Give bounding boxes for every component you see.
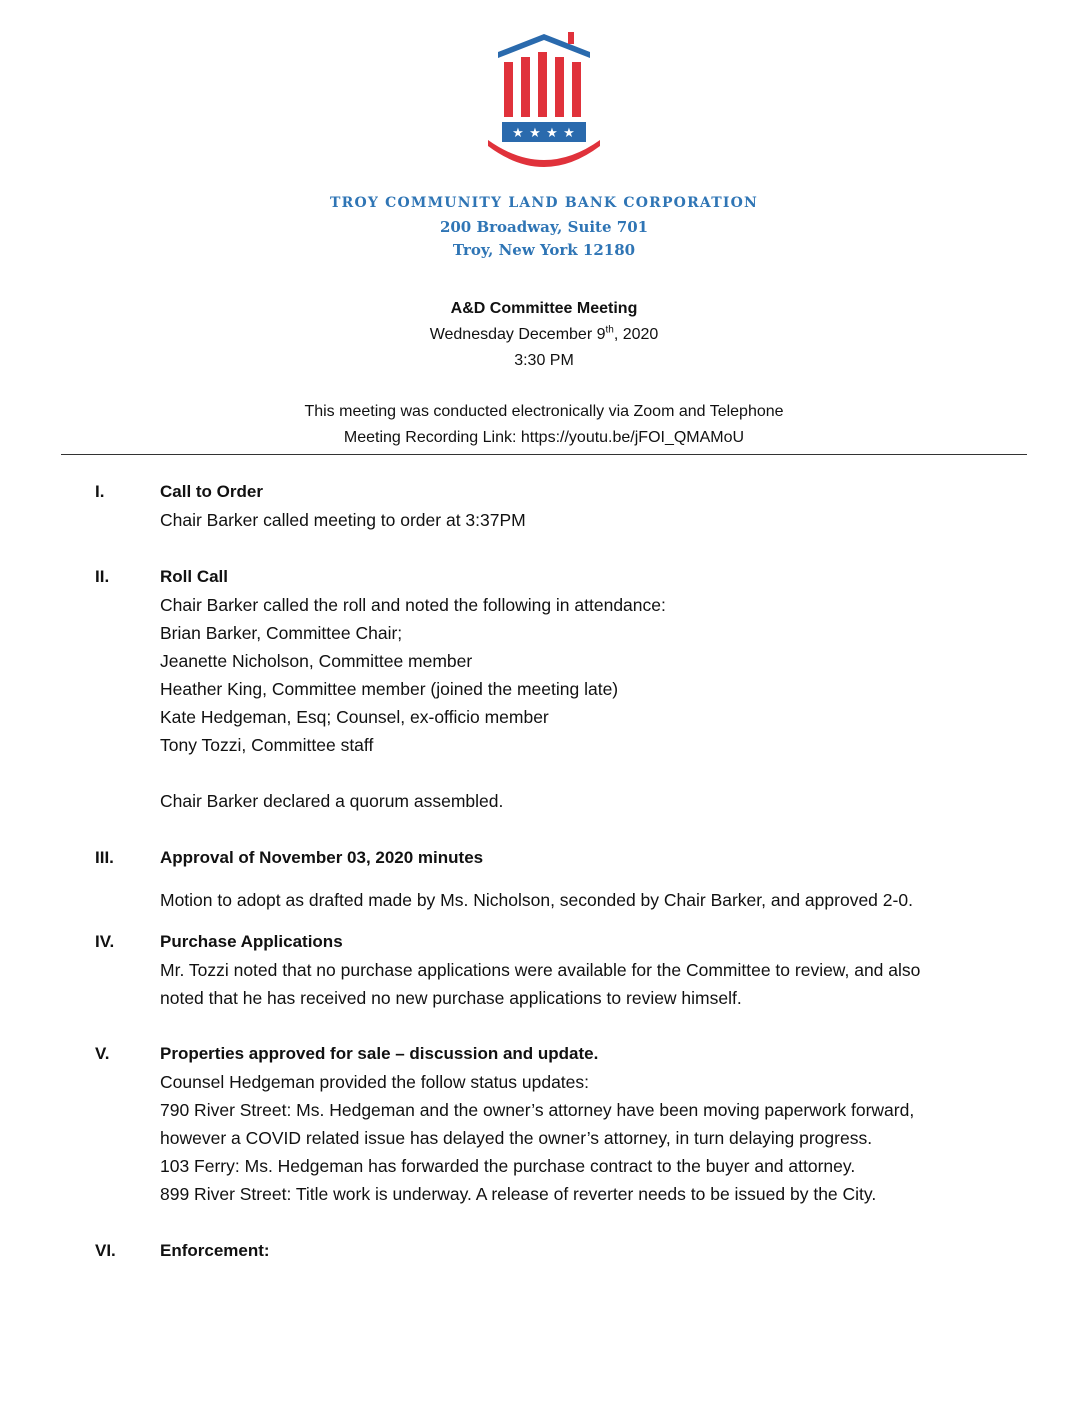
header-divider: [61, 454, 1027, 455]
organization-address-line1: 200 Broadway, Suite 701: [439, 218, 649, 236]
attendee: Kate Hedgeman, Esq; Counsel, ex-officio member: [160, 707, 549, 727]
section-body: [160, 591, 666, 815]
section-body: [160, 956, 920, 1012]
section-line: noted that he has received no new purchase applications to review himself.: [160, 988, 742, 1008]
svg-text:★: ★: [546, 126, 558, 141]
section-heading: Properties approved for sale – discussion and update.: [160, 1044, 599, 1063]
section-line: Chair Barker called the roll and noted the following in attendance:: [160, 595, 666, 615]
organization-name: TROY COMMUNITY LAND BANK CORPORATION: [330, 195, 758, 211]
svg-text:★: ★: [563, 126, 575, 141]
section-heading: Call to Order: [160, 482, 263, 501]
attendee: Heather King, Committee member (joined the meeting late): [160, 679, 619, 699]
attendee: Jeanette Nicholson, Committee member: [160, 651, 473, 671]
section-line: Counsel Hedgeman provided the follow status updates:: [160, 1072, 590, 1092]
section-heading: Enforcement:: [160, 1241, 270, 1260]
section-body: [160, 506, 526, 534]
section-number: III.: [95, 848, 114, 867]
organization-address-line2: Troy, New York 12180: [452, 241, 636, 259]
section-number: VI.: [95, 1241, 116, 1260]
meeting-date-ordinal: th: [605, 324, 614, 336]
meeting-date-year: , 2020: [613, 326, 659, 343]
section-line: Chair Barker called meeting to order at 3:37PM: [160, 510, 526, 530]
quorum-statement: Chair Barker declared a quorum assembled.: [160, 791, 504, 811]
section-line: Motion to adopt as drafted made by Ms. Nicholson, seconded by Chair Barker, and approved 2-0.: [160, 890, 913, 910]
meeting-title: A&D Committee Meeting: [450, 300, 638, 317]
recording-url-link[interactable]: https://youtu.be/jFOI_QMAMoU: [520, 429, 745, 446]
attendee: Tony Tozzi, Committee staff: [160, 735, 374, 755]
meeting-link-label: Meeting Recording Link:: [343, 429, 521, 446]
meeting-recording-link: [0, 429, 1088, 447]
section-number: IV.: [95, 932, 115, 951]
property-update: however a COVID related issue has delayed the owner’s attorney, in turn delaying progress.: [160, 1128, 873, 1148]
section-heading: Approval of November 03, 2020 minutes: [160, 848, 484, 867]
section-number: I.: [95, 482, 105, 501]
section-number: II.: [95, 567, 110, 586]
property-update: 899 River Street: Title work is underway. A release of reverter needs to be issued by the City.: [160, 1184, 877, 1204]
meeting-note: This meeting was conducted electronically via Zoom and Telephone: [304, 403, 784, 420]
section-heading: Roll Call: [160, 567, 229, 586]
property-update: 103 Ferry: Ms. Hedgeman has forwarded the purchase contract to the buyer and attorney.: [160, 1156, 856, 1176]
attendee: Brian Barker, Committee Chair;: [160, 623, 403, 643]
section-body: [160, 1068, 914, 1208]
section-line: Mr. Tozzi noted that no purchase applications were available for the Committee to review, and also: [160, 960, 921, 980]
meeting-date-prefix: Wednesday December 9: [429, 326, 606, 343]
land-bank-logo: [486, 30, 602, 168]
meeting-time: 3:30 PM: [514, 352, 574, 369]
section-body: [160, 886, 913, 914]
meeting-date: [0, 326, 1088, 344]
svg-text:★: ★: [529, 126, 541, 141]
section-number: V.: [95, 1044, 110, 1063]
section-heading: Purchase Applications: [160, 932, 343, 951]
property-update: 790 River Street: Ms. Hedgeman and the owner’s attorney have been moving paperwork forward,: [160, 1100, 915, 1120]
svg-text:★: ★: [512, 126, 524, 141]
